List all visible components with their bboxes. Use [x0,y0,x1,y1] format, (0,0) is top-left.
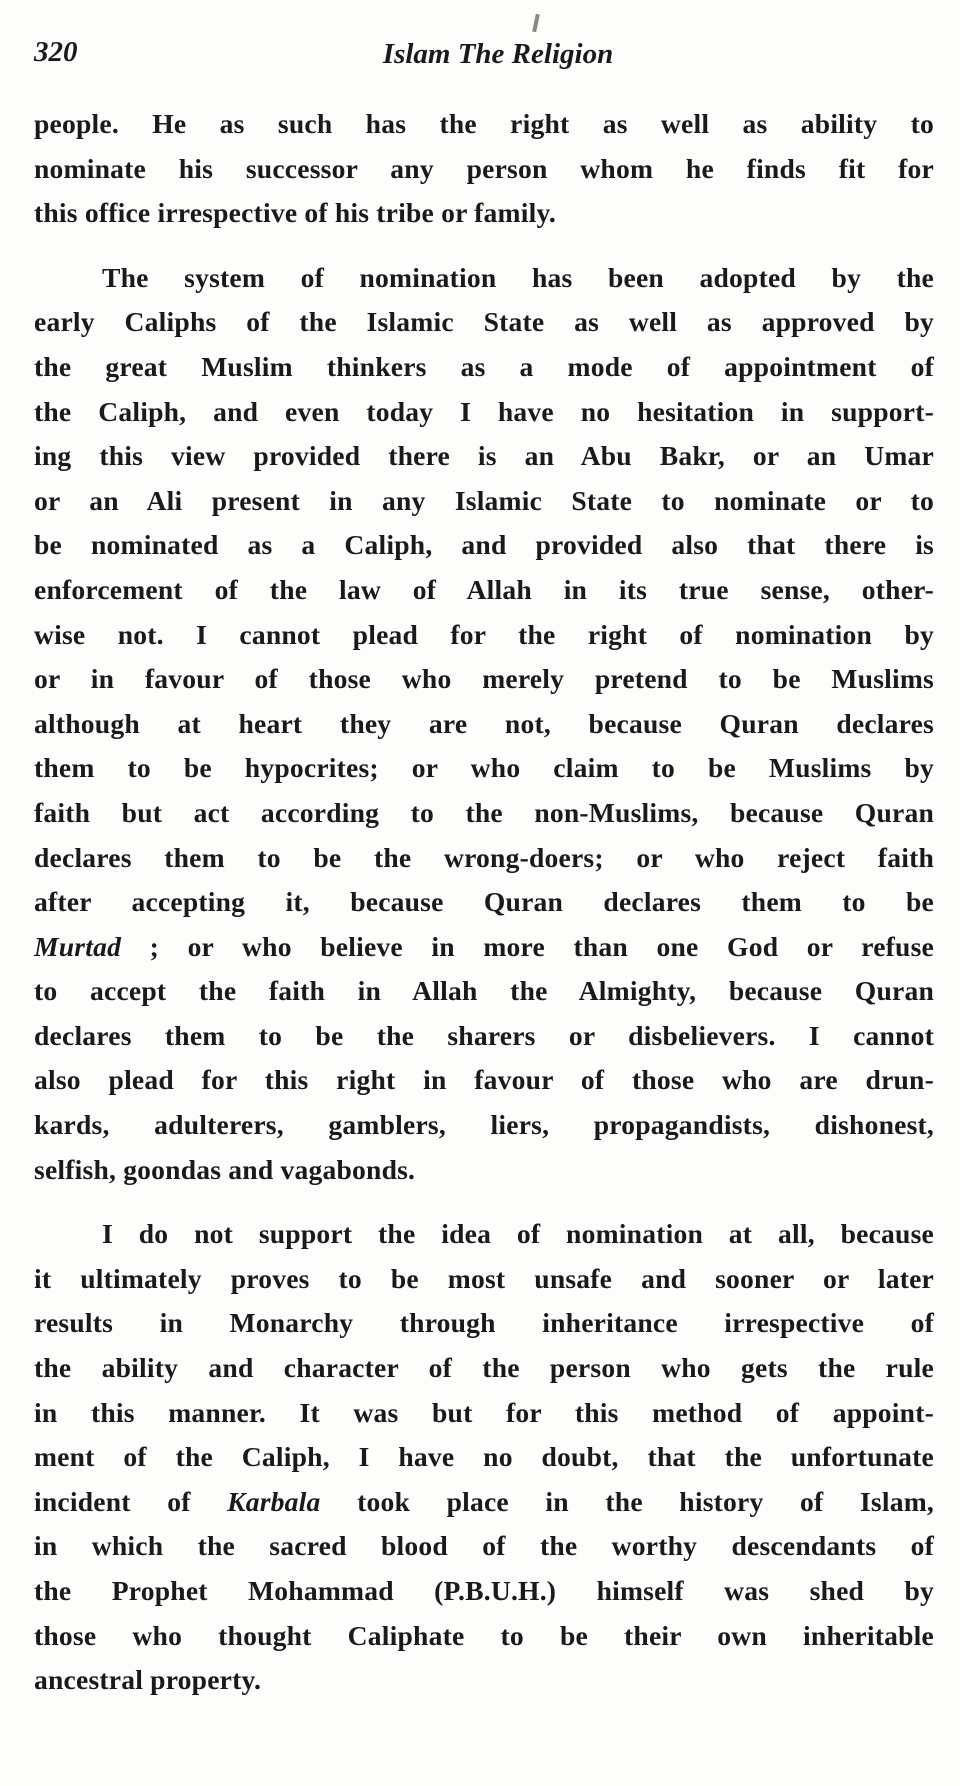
text-line: it ultimately proves to be most unsafe and sooner or later [34,1262,934,1294]
text-line: Murtad ; or who believe in more than one God or refuse [34,930,934,962]
body-text [34,102,934,1723]
text-line: to accept the faith in Allah the Almighty, because Quran [34,975,934,1007]
text-line: the Caliph, and even today I have no hesitation in support- [34,395,934,427]
italic-term: Karbala [227,1485,321,1517]
text-line: this office irrespective of his tribe or family. [34,197,557,229]
text-line: early Caliphs of the Islamic State as well as approved by [34,306,934,338]
text-line: selfish, goondas and vagabonds. [34,1153,416,1185]
text-line: results in Monarchy through inheritance irrespective of [34,1307,934,1339]
text-line: the great Muslim thinkers as a mode of appointment of [34,350,934,382]
text-line: I do not support the idea of nomination at all, because [102,1218,934,1250]
text-line: declares them to be the wrong-doers; or who reject faith [34,841,934,873]
paragraph-2 [34,256,934,1192]
text-line: in which the sacred blood of the worthy descendants of [34,1530,934,1562]
text-line: or in favour of those who merely pretend to be Muslims [34,663,934,695]
page-number: 320 [34,36,78,68]
text-line: ing this view provided there is an Abu Bakr, or an Umar [34,440,934,472]
text-line: nominate his successor any person whom he finds fit for [34,152,934,184]
text-line: them to be hypocrites; or who claim to be Muslims by [34,752,934,784]
text-line: wise not. I cannot plead for the right of nomination by [34,618,934,650]
text-line: kards, adulterers, gamblers, liers, propagandists, dishonest, [34,1109,934,1141]
running-title: Islam The Religion [382,38,614,70]
text-line: incident of Karbala took place in the history of Islam, [34,1485,934,1517]
text-line: people. He as such has the right as well as ability to [34,108,934,139]
text-line: enforcement of the law of Allah in its true sense, other- [34,573,934,605]
text-line: those who thought Caliphate to be their own inheritable [34,1619,934,1651]
italic-term: Murtad [34,930,122,962]
text-line: ancestral property. [34,1664,262,1696]
text-line: although at heart they are not, because Quran declares [34,707,934,739]
text-line: the Prophet Mohammad (P.B.U.H.) himself was shed by [34,1575,934,1606]
text-line: ment of the Caliph, I have no doubt, that the unfortunate [34,1441,934,1473]
text-line: faith but act according to the non-Muslims, because Quran [34,796,934,828]
text-line: The system of nomination has been adopted by the [102,261,934,293]
paragraph-1 [34,102,934,236]
text-line: the ability and character of the person who gets the rule [34,1352,934,1384]
text-line: also plead for this right in favour of those who are drun- [34,1064,934,1096]
text-line: or an Ali present in any Islamic State to nominate or to [34,484,934,516]
text-line: be nominated as a Caliph, and provided also that there is [34,529,934,561]
text-line: after accepting it, because Quran declares them to be [34,886,934,918]
paragraph-3 [34,1212,934,1703]
text-line: declares them to be the sharers or disbelievers. I cannot [34,1019,934,1051]
page-header [34,30,926,86]
text-line: in this manner. It was but for this method of appoint- [34,1396,934,1428]
